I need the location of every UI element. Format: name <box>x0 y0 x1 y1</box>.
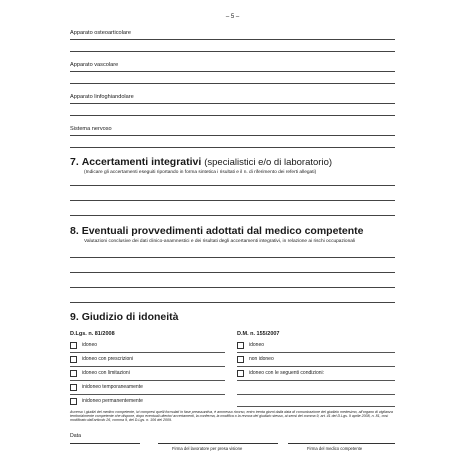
section-7-heading-paren: (specialistici e/o di laboratorio) <box>204 157 333 168</box>
writing-line[interactable] <box>70 215 395 216</box>
writing-line[interactable] <box>70 103 395 104</box>
writing-line[interactable] <box>70 287 395 288</box>
section-8-heading: Eventuali provvedimenti adottati dal medico competente <box>81 225 364 237</box>
divider <box>70 366 225 367</box>
page-number: – 5 – <box>225 14 240 20</box>
checkbox-idoneo-con-prescrizioni[interactable] <box>70 356 77 363</box>
section-7-title <box>70 156 332 168</box>
checkbox-dm-non-idoneo[interactable] <box>237 356 244 363</box>
option-label: inidoneo permanentemente <box>82 398 143 404</box>
writing-line[interactable] <box>70 200 395 201</box>
divider <box>237 352 395 353</box>
section-9-heading: Giudizio di idoneità <box>81 311 179 323</box>
doctor-signature-label: Firma del medico competente <box>307 446 363 451</box>
section-7-heading: Accertamenti integrativi <box>81 156 202 168</box>
exam-item-label: Sistema nervoso <box>70 126 112 132</box>
writing-line[interactable] <box>70 185 395 186</box>
writing-line[interactable] <box>70 39 395 40</box>
conditions-line[interactable] <box>237 380 395 381</box>
divider <box>70 352 225 353</box>
section-8-number: 8. <box>70 225 79 237</box>
option-label: idoneo con le seguenti condizioni: <box>249 370 325 376</box>
writing-line[interactable] <box>70 147 395 148</box>
option-label: idoneo con limitazioni <box>82 370 130 376</box>
doctor-signature-line[interactable] <box>288 443 395 444</box>
section-7-subtitle: (Indicare gli accertamenti eseguiti riportando in forma sintetica i risultati e il n. di riferimento dei referti allegati) <box>84 170 317 175</box>
writing-line[interactable] <box>70 302 395 303</box>
option-label: non idoneo <box>249 356 274 362</box>
writing-line[interactable] <box>70 71 395 72</box>
section-7-number: 7. <box>70 156 79 168</box>
worker-signature-label: Firma del lavoratore per presa visione <box>172 446 243 451</box>
conditions-line[interactable] <box>237 394 395 395</box>
divider <box>70 394 225 395</box>
option-label: inidoneo temporaneamente <box>82 384 143 390</box>
section-8-subtitle: Valutazioni conclusive dei dati clinico-anamnestici e dei risultati degli accertamenti integrativi, in relazione ai rischi occupazionali <box>84 239 356 244</box>
section-9-number: 9. <box>70 311 79 323</box>
section-9-title <box>70 311 179 323</box>
exam-item-label: Apparato linfoghiandolare <box>70 94 134 100</box>
checkbox-inidoneo-permanentemente[interactable] <box>70 398 77 405</box>
checkbox-idoneo-con-limitazioni[interactable] <box>70 370 77 377</box>
divider <box>70 380 225 381</box>
option-label: idoneo <box>249 342 265 348</box>
date-label: Data <box>70 433 81 439</box>
checkbox-dm-idoneo-con-condizioni[interactable] <box>237 370 244 377</box>
right-column-header: D.M. n. 155/2007 <box>237 331 280 337</box>
worker-signature-line[interactable] <box>158 443 278 444</box>
checkbox-idoneo[interactable] <box>70 342 77 349</box>
appeal-note: Avverso i giudizi del medico competente, ivi compresi quelli formulati in fase preassuntiva, è ammesso ricorso, entro trenta giorni dalla data di comunicazione del giudizio medesimo, all'organo di vigilanza territorialmente competente che dispone, dopo eventuali ulteriori accertamenti, la conferma, la modifica o la revoca del giudizio stesso, ai sensi del comma 9, art. 41 del D.Lgs. 9 aprile 2008, n. 81, così modificato dall'articolo 26, comma 9, del D.Lgs. n. 106 del 2009. <box>70 410 393 423</box>
checkbox-inidoneo-temporaneamente[interactable] <box>70 384 77 391</box>
exam-item-label: Apparato osteoarticolare <box>70 30 131 36</box>
checkbox-dm-idoneo[interactable] <box>237 342 244 349</box>
left-column-header: D.Lgs. n. 81/2008 <box>70 331 115 337</box>
writing-line[interactable] <box>70 51 395 52</box>
option-label: idoneo con prescrizioni <box>82 356 134 362</box>
section-8-title <box>70 225 364 237</box>
divider <box>237 366 395 367</box>
writing-line[interactable] <box>70 115 395 116</box>
option-label: idoneo <box>82 342 98 348</box>
date-line[interactable] <box>70 443 140 444</box>
exam-item-label: Apparato vascolare <box>70 62 119 68</box>
writing-line[interactable] <box>70 135 395 136</box>
writing-line[interactable] <box>70 83 395 84</box>
writing-line[interactable] <box>70 257 395 258</box>
writing-line[interactable] <box>70 272 395 273</box>
conditions-line[interactable] <box>237 406 395 407</box>
